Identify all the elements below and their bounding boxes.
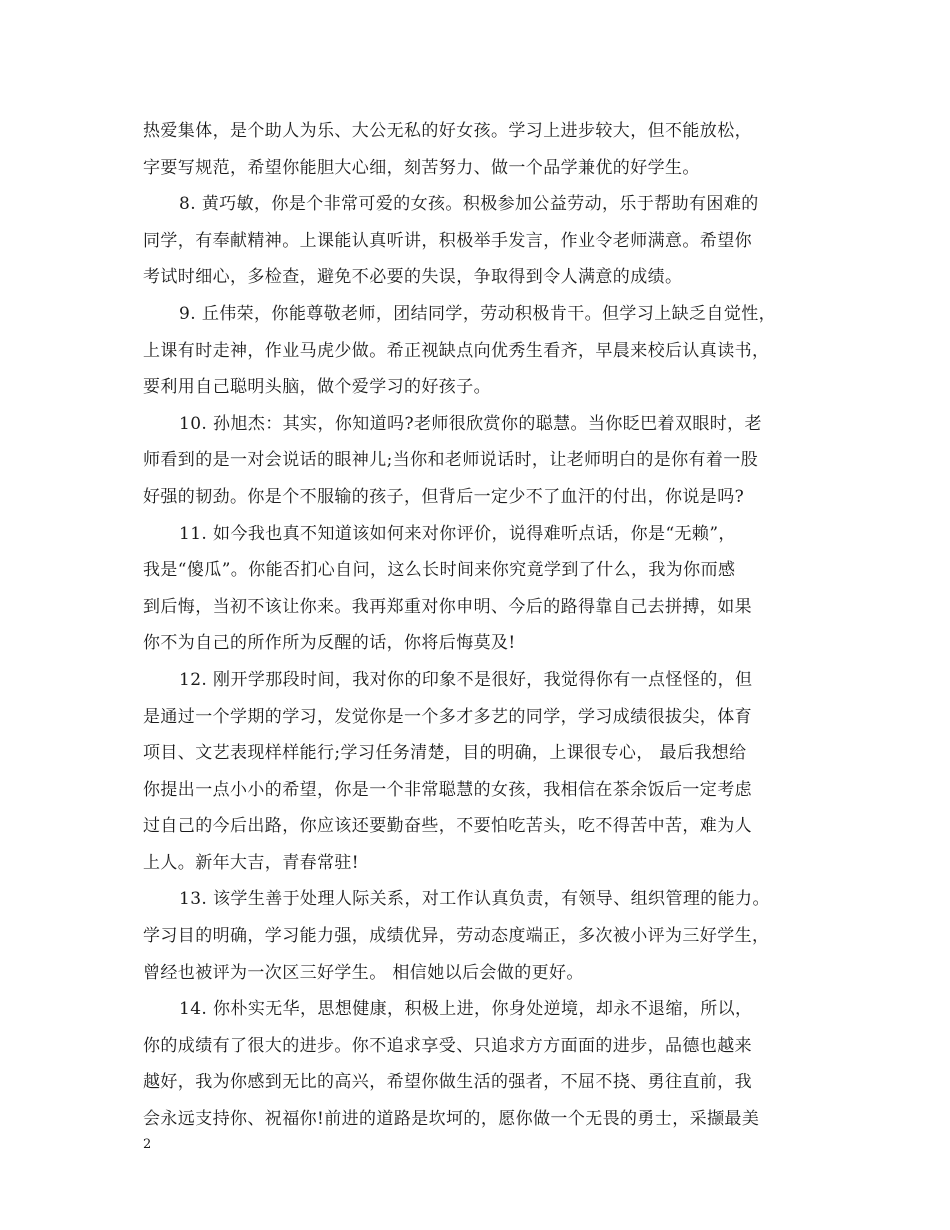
text-line: 你提出一点小小的希望，你是一个非常聪慧的女孩，我相信在茶余饭后一定考虑 xyxy=(143,779,752,800)
text-line: 我是“傻瓜”。你能否扪心自问，这么长时间来你究竟学到了什么，我为你而感 xyxy=(143,560,736,581)
text-line: 到后悔，当初不该让你来。我再郑重对你申明、今后的路得靠自己去拼搏，如果 xyxy=(143,596,752,617)
text-line: 9. 丘伟荣，你能尊敬老师，团结同学，劳动积极肯干。但学习上缺乏自觉性， xyxy=(179,303,777,324)
page-number: 2 xyxy=(143,1137,152,1152)
text-line: 热爱集体，是个助人为乐、大公无私的好女孩。学习上进步较大，但不能放松， xyxy=(143,121,752,141)
text-line: 好强的韧劲。你是个不服输的孩子，但背后一定少不了血汗的付出，你说是吗? xyxy=(143,486,745,507)
text-line: 同学，有奉献精神。上课能认真听讲，积极举手发言，作业令老师满意。希望你 xyxy=(143,230,752,251)
text-line: 12. 刚开学那段时间，我对你的印象不是很好，我觉得你有一点怪怪的，但 xyxy=(179,669,753,690)
text-line: 13. 该学生善于处理人际关系，对工作认真负责，有领导、组织管理的能力。 xyxy=(179,889,770,910)
text-line: 你的成绩有了很大的进步。你不追求享受、只追求方方面面的进步，品德也越来 xyxy=(143,1035,752,1056)
text-line: 字要写规范，希望你能胆大心细，刻苦努力、做一个品学兼优的好学生。 xyxy=(143,157,700,178)
text-line: 师看到的是一对会说话的眼神儿;当你和老师说话时，让老师明白的是你有着一股 xyxy=(143,450,759,471)
text-line: 学习目的明确，学习能力强，成绩优异，劳动态度端正，多次被小评为三好学生， xyxy=(143,926,770,947)
text-line: 8. 黄巧敏，你是个非常可爱的女孩。积极参加公益劳动，乐于帮助有困难的 xyxy=(179,194,759,215)
text-line: 项目、文艺表现样样能行;学习任务清楚，目的明确，上课很专心， 最后我想给 xyxy=(143,743,747,764)
text-line: 曾经也被评为一次区三好学生。 相信她以后会做的更好。 xyxy=(143,962,584,983)
text-line: 考试时细心，多检查，避免不必要的失误，争取得到令人满意的成绩。 xyxy=(143,267,683,288)
text-line: 要利用自己聪明头脑，做个爱学习的好孩子。 xyxy=(143,377,491,398)
text-line: 你不为自己的所作所为反醒的话，你将后悔莫及! xyxy=(143,633,516,654)
text-line: 11. 如今我也真不知道该如何来对你评价，说得难听点话，你是“无赖”， xyxy=(179,523,736,544)
document-body xyxy=(143,113,833,1138)
text-line: 14. 你朴实无华，思想健康，积极上进，你身处逆境，却永不退缩，所以， xyxy=(179,999,753,1020)
text-line: 10. 孙旭杰：其实，你知道吗?老师很欣赏你的聪慧。当你眨巴着双眼时，老 xyxy=(179,413,762,434)
text-line: 过自己的今后出路，你应该还要勤奋些，不要怕吃苦头，吃不得苦中苦，难为人 xyxy=(143,816,752,837)
text-line: 上人。新年大吉，青春常驻! xyxy=(143,852,360,873)
text-line: 会永远支持你、祝福你!前进的道路是坎坷的，愿你做一个无畏的勇士，采撷最美 xyxy=(143,1109,760,1130)
text-line: 是通过一个学期的学习，发觉你是一个多才多艺的同学，学习成绩很拔尖，体育 xyxy=(143,706,752,727)
text-line: 越好，我为你感到无比的高兴，希望你做生活的强者，不屈不挠、勇往直前，我 xyxy=(143,1072,752,1093)
text-line: 上课有时走神，作业马虎少做。希正视缺点向优秀生看齐，早晨来校后认真读书， xyxy=(143,340,770,361)
